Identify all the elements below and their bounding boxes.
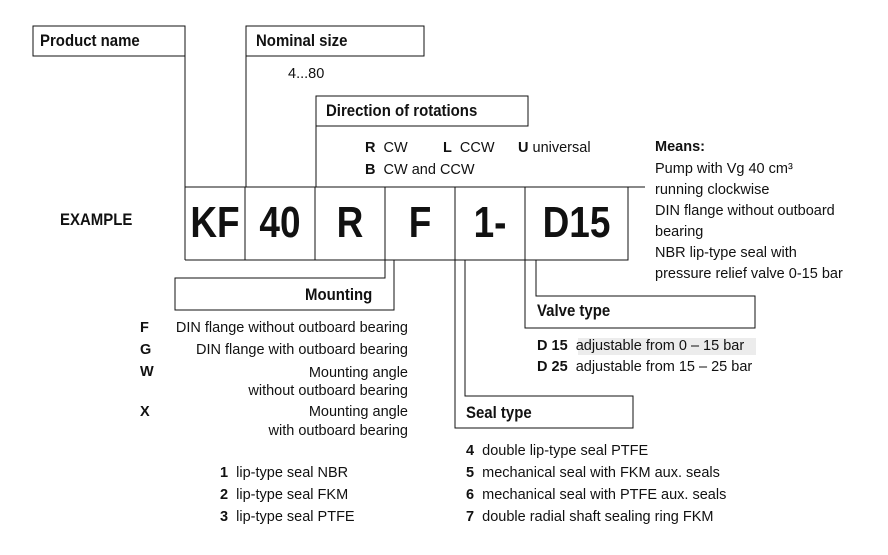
means-line: running clockwise	[655, 182, 770, 198]
mounting-text-f: DIN flange without outboard bearing	[175, 320, 408, 336]
code-part-rotation: R	[336, 198, 364, 247]
seal-option-3: 3 lip-type seal PTFE	[220, 509, 355, 525]
example-label: EXAMPLE	[60, 210, 133, 229]
means-line: bearing	[655, 224, 704, 240]
seal-option-5: 5 mechanical seal with FKM aux. seals	[466, 465, 720, 481]
means-line: pressure relief valve 0-15 bar	[655, 266, 843, 282]
mounting-text-x1: Mounting angle	[308, 404, 408, 420]
mounting-code-x: X	[140, 404, 150, 420]
direction-header: Direction of rotations	[326, 101, 478, 120]
mounting-text-x2: with outboard bearing	[268, 423, 408, 439]
valve-option-d15: D 15 adjustable from 0 – 15 bar	[537, 338, 745, 354]
rotation-l: L CCW	[443, 140, 495, 156]
seal-option-1: 1 lip-type seal NBR	[220, 465, 349, 481]
seal-option-7: 7 double radial shaft sealing ring FKM	[466, 509, 714, 525]
seal-option-6: 6 mechanical seal with PTFE aux. seals	[466, 487, 727, 503]
rotation-u: U universal	[518, 140, 591, 156]
valve-type-header: Valve type	[537, 301, 611, 320]
code-part-mounting: F	[408, 198, 432, 247]
mounting-code-f: F	[140, 320, 149, 336]
mounting-code-g: G	[140, 342, 152, 358]
code-part-size: 40	[259, 198, 301, 247]
nominal-size-header: Nominal size	[256, 31, 348, 50]
means-line: DIN flange without outboard	[655, 203, 835, 219]
code-part-product: KF	[190, 198, 240, 247]
means-line: Pump with Vg 40 cm³	[655, 161, 793, 177]
rotation-r: R CW	[365, 140, 408, 156]
seal-option-2: 2 lip-type seal FKM	[220, 487, 349, 503]
mounting-text-w1: Mounting angle	[308, 365, 408, 381]
mounting-text-w2: without outboard bearing	[248, 383, 408, 399]
rotation-b: B CW and CCW	[365, 162, 475, 178]
nominal-size-range: 4...80	[288, 66, 325, 82]
seal-option-4: 4 double lip-type seal PTFE	[466, 443, 649, 459]
mounting-header: Mounting	[305, 285, 373, 304]
mounting-code-w: W	[140, 364, 154, 380]
code-part-valve: D15	[542, 198, 611, 247]
means-line: NBR lip-type seal with	[655, 245, 797, 261]
means-header: Means:	[655, 139, 705, 155]
code-part-seal: 1-	[473, 198, 507, 247]
valve-option-d25: D 25 adjustable from 15 – 25 bar	[537, 359, 753, 375]
mounting-text-g: DIN flange with outboard bearing	[196, 342, 408, 358]
product-name-header: Product name	[40, 31, 140, 50]
seal-type-header: Seal type	[466, 403, 532, 422]
